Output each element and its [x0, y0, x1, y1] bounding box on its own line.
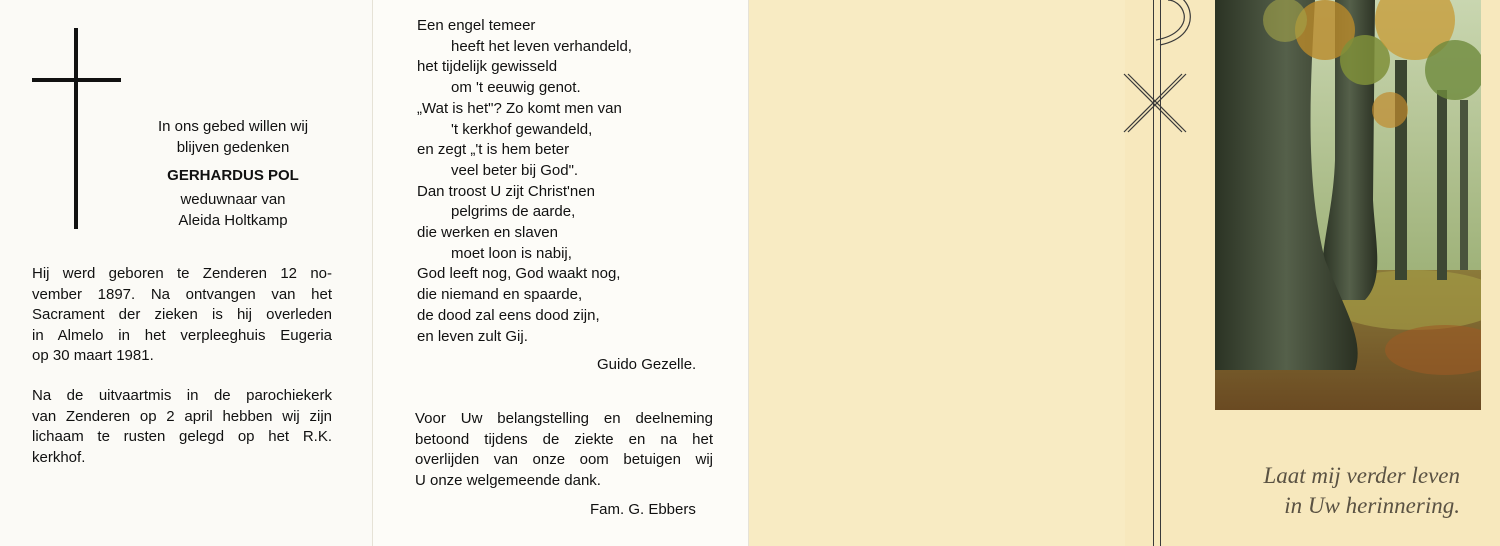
poem-line: die niemand en spaarde, — [417, 286, 583, 304]
poem-line: en leven zult Gij. — [417, 327, 528, 345]
funeral-line: kerkhof. — [32, 448, 86, 466]
poem-line: die werken en slaven — [417, 224, 558, 242]
funeral-line: Na de uitvaartmis in de parochiekerk — [32, 387, 332, 404]
poem-line: moet loon is nabij, — [451, 244, 572, 262]
intro-text — [120, 116, 346, 158]
biography-paragraph — [32, 264, 332, 367]
poem-line: veel beter bij God". — [451, 161, 579, 179]
fold-line — [372, 0, 373, 546]
bio-line: in Almelo in het verpleeghuis Eugeria — [32, 326, 332, 344]
relation-line: Aleida Holtkamp — [178, 212, 288, 229]
cross-icon-horizontal — [32, 78, 121, 82]
poem-line: het tijdelijk gewisseld — [417, 58, 558, 76]
poem-line: heeft het leven verhandeld, — [451, 37, 632, 55]
relation-line: weduwnaar van — [180, 191, 286, 208]
intro-line: blijven gedenken — [176, 139, 290, 156]
chi-rho-icon — [1120, 0, 1200, 140]
poem-line: „Wat is het"? Zo komt men van — [417, 99, 622, 117]
poem-line: God leeft nog, God waakt nog, — [417, 265, 621, 283]
poem-line: en zegt „'t is hem beter — [417, 141, 570, 159]
thanks-line: Voor Uw belangstelling en deelneming — [415, 410, 713, 427]
thanks-line: overlijden van onze oom betuigen wij — [415, 451, 713, 469]
funeral-line: van Zenderen op 2 april hebben wij zijn — [32, 407, 332, 425]
memorial-quote — [1175, 461, 1460, 521]
thanks-paragraph — [415, 409, 713, 492]
card-blank-panel — [748, 0, 1125, 546]
relation-text — [120, 189, 346, 231]
deceased-name: GERHARDUS POL — [167, 167, 299, 184]
cross-icon-vertical — [74, 28, 78, 229]
thanks-line: U onze welgemeende dank. — [415, 472, 601, 490]
forest-photo — [1215, 0, 1481, 410]
bio-line: Hij werd geboren te Zenderen 12 no- — [32, 265, 332, 282]
funeral-paragraph — [32, 386, 332, 468]
bio-line: op 30 maart 1981. — [32, 347, 154, 364]
poem-line: de dood zal eens dood zijn, — [417, 306, 600, 324]
thanks-line: betoond tijdens de ziekte en na het — [415, 430, 713, 448]
poem-line: 't kerkhof gewandeld, — [451, 120, 593, 138]
bio-line: Sacrament der zieken is hij overleden — [32, 306, 332, 323]
bio-line: vember 1897. Na ontvangen van het — [32, 285, 332, 303]
fold-line — [748, 0, 749, 546]
quote-line: Laat mij verder leven — [1263, 463, 1460, 488]
poem-author: Guido Gezelle. — [597, 356, 697, 373]
poem-line: Een engel temeer — [417, 17, 536, 34]
poem — [417, 16, 632, 347]
poem-line: pelgrims de aarde, — [451, 203, 576, 221]
intro-line: In ons gebed willen wij — [157, 118, 309, 135]
signature: Fam. G. Ebbers — [590, 501, 696, 518]
poem-line: om 't eeuwig genot. — [451, 79, 581, 97]
quote-line: in Uw herinnering. — [1284, 493, 1460, 518]
poem-line: Dan troost U zijt Christ'nen — [417, 182, 595, 200]
funeral-line: lichaam te rusten gelegd op het R.K. — [32, 428, 332, 445]
